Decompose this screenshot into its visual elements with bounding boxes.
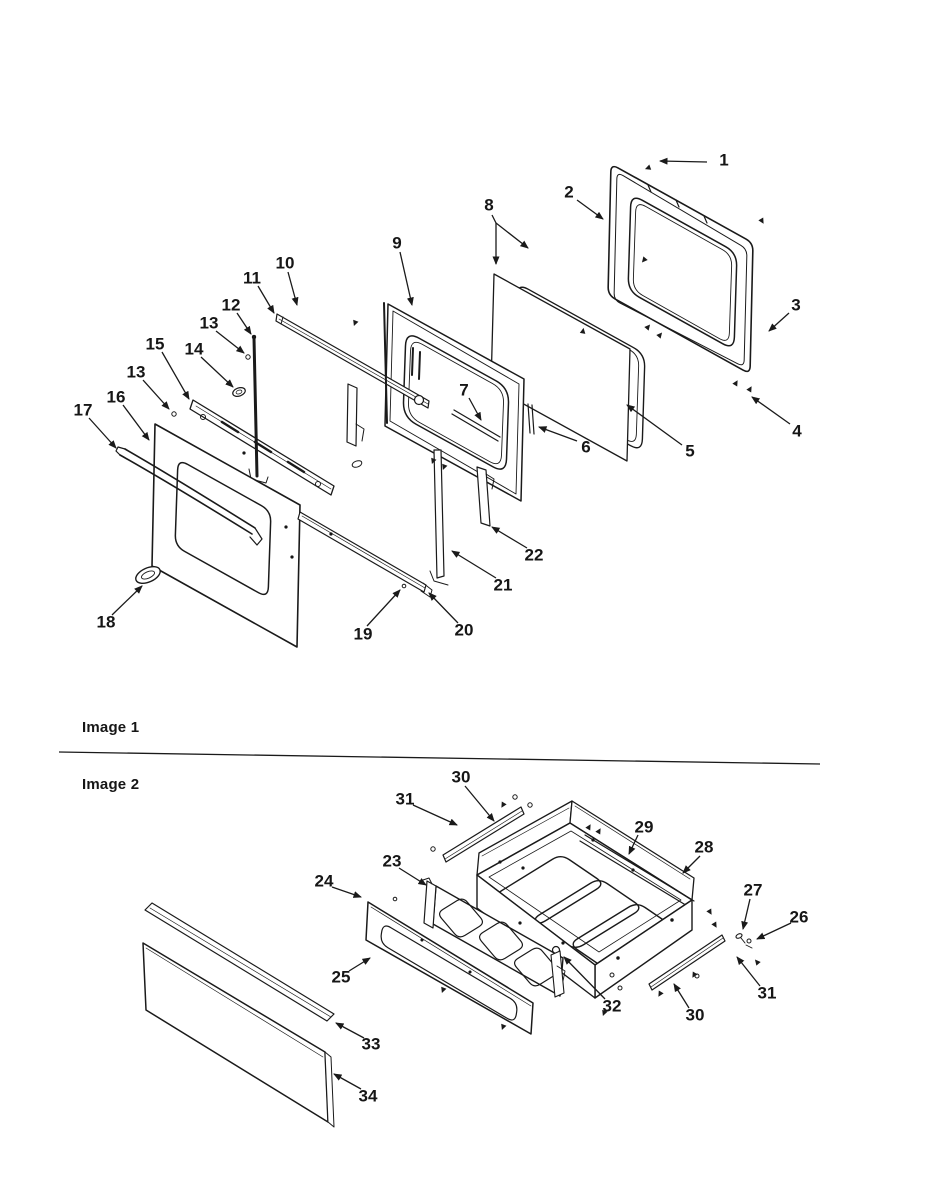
callout-leader-28	[683, 856, 700, 873]
screw-mark	[706, 909, 714, 917]
part-number-19: 19	[353, 624, 373, 644]
lower-front-panel-34	[143, 943, 328, 1122]
part-number-14: 14	[184, 339, 204, 359]
part-number-30: 30	[451, 767, 471, 787]
rim-hole	[522, 867, 525, 870]
screw-mark	[732, 379, 740, 387]
callout-leader-4	[752, 397, 790, 424]
part-number-26: 26	[789, 907, 809, 927]
part-number-13: 13	[126, 362, 146, 382]
trim-dot	[330, 533, 333, 536]
part-number-21: 21	[493, 575, 513, 595]
part-number-31: 31	[395, 789, 415, 809]
panel-dot	[291, 556, 294, 559]
screw-13	[246, 355, 250, 359]
callout-leader-20	[429, 593, 458, 623]
screw-mark	[758, 218, 766, 226]
trim-screw	[402, 584, 406, 588]
callout-leader-8	[492, 215, 528, 248]
trim-end-cap	[415, 396, 424, 405]
part-number-18: 18	[96, 612, 116, 632]
callout-leader-1	[660, 161, 707, 162]
part-number-1: 1	[719, 150, 729, 170]
grommet-small	[351, 459, 362, 468]
part-number-6: 6	[581, 437, 591, 457]
screw-mark	[499, 1024, 506, 1031]
screw-mark	[656, 991, 664, 999]
callout-leader-26	[757, 923, 791, 939]
rim-hole	[592, 839, 595, 842]
callout-leader-12	[237, 313, 251, 334]
callout-leader-23	[399, 868, 426, 885]
part-number-11: 11	[243, 268, 261, 288]
rail-screw	[431, 847, 435, 851]
part-number-24: 24	[314, 871, 334, 891]
liner-vent	[419, 352, 420, 379]
callout-leader-10	[288, 272, 297, 305]
callout-leader-11	[258, 286, 274, 313]
part-number-17: 17	[73, 400, 93, 420]
image-1-section-label: Image 1	[82, 719, 140, 736]
screw-mark	[711, 922, 719, 930]
panel-dot	[243, 452, 246, 455]
panel-dot	[421, 939, 424, 942]
part-number-28: 28	[694, 837, 714, 857]
rim-hole	[562, 942, 565, 945]
callout-leader-2	[577, 200, 603, 219]
part-number-33: 33	[361, 1034, 381, 1054]
rim-hole	[519, 922, 522, 925]
callout-leader-30	[674, 984, 689, 1008]
screw-mark	[656, 331, 664, 339]
screw-13	[172, 412, 176, 416]
hinge-hook	[356, 424, 364, 441]
part-number-5: 5	[685, 441, 695, 461]
part-number-22: 22	[524, 545, 544, 565]
part-number-3: 3	[791, 295, 801, 315]
panel-screw	[393, 897, 397, 901]
screw-mark	[439, 987, 446, 994]
loose-screw	[618, 986, 622, 990]
screw-mark	[753, 958, 761, 966]
screw-mark	[351, 320, 358, 327]
storage-drawer-exploded-view	[143, 768, 808, 1128]
part-number-8: 8	[484, 195, 494, 215]
callout-leader-34	[334, 1074, 361, 1089]
part-number-32: 32	[602, 996, 622, 1016]
hinge-bracket	[347, 384, 357, 446]
part-number-23: 23	[382, 851, 402, 871]
screw-mark	[644, 165, 651, 172]
callout-leader-15	[162, 352, 189, 399]
screw-mark	[746, 385, 754, 393]
wall-hole	[670, 918, 673, 921]
callout-leader-22	[492, 527, 527, 548]
bottom-trim-line	[302, 516, 425, 588]
part-number-34: 34	[358, 1086, 378, 1106]
part-number-30: 30	[685, 1005, 705, 1025]
screw-26	[747, 939, 751, 943]
part-number-27: 27	[743, 880, 763, 900]
part-number-12: 12	[221, 295, 241, 315]
part-number-9: 9	[392, 233, 402, 253]
image-2-section-label: Image 2	[82, 776, 140, 793]
clip-tail	[741, 938, 745, 943]
screw-slot	[746, 945, 752, 948]
callout-leader-27	[743, 899, 750, 929]
rail-screw	[513, 795, 517, 799]
part-number-13: 13	[199, 313, 219, 333]
callout-leader-31	[413, 805, 457, 825]
callout-leader-17	[89, 418, 116, 448]
callout-leader-13	[143, 380, 169, 409]
part-number-7: 7	[459, 380, 469, 400]
handle-end	[116, 447, 125, 455]
part-number-25: 25	[331, 967, 351, 987]
section-divider	[59, 752, 820, 764]
grommet-14-inner	[236, 389, 243, 394]
callout-leader-18	[112, 586, 142, 615]
panel-dot	[285, 526, 288, 529]
rim-hole	[632, 869, 635, 872]
callout-leader-21	[452, 551, 496, 578]
oven-door-exploded-view	[74, 151, 803, 648]
callout-leader-16	[123, 405, 149, 440]
part-number-15: 15	[145, 334, 165, 354]
part-number-16: 16	[106, 387, 126, 407]
part-number-31: 31	[757, 983, 777, 1003]
screw-mark	[644, 323, 652, 331]
bottom-trim-rail	[298, 512, 426, 592]
callout-leader-25	[349, 958, 370, 971]
liner-vent	[412, 348, 413, 375]
part-number-10: 10	[275, 253, 295, 273]
callout-leader-19	[367, 590, 400, 626]
callout-leader-9	[400, 252, 412, 305]
panel-dot	[469, 971, 472, 974]
callout-leader-30	[465, 786, 494, 821]
rim-hole	[499, 861, 502, 864]
callout-leader-24	[332, 887, 361, 897]
hinge-rod-12	[254, 338, 257, 476]
callout-leader-14	[201, 357, 233, 387]
rod-cap	[252, 335, 256, 339]
callout-leader-13	[216, 331, 244, 353]
grommet-14	[232, 386, 247, 398]
callout-leader-3	[769, 313, 789, 331]
spacer-6	[528, 404, 530, 433]
part-number-29: 29	[634, 817, 654, 837]
rail-screw	[528, 803, 532, 807]
part-number-20: 20	[454, 620, 474, 640]
part-number-2: 2	[564, 182, 574, 202]
screw-mark	[499, 802, 507, 810]
wall-hole	[616, 956, 619, 959]
part-number-4: 4	[792, 421, 802, 441]
side-trim-bar-21	[434, 450, 444, 578]
callout-leader-33	[336, 1023, 364, 1038]
